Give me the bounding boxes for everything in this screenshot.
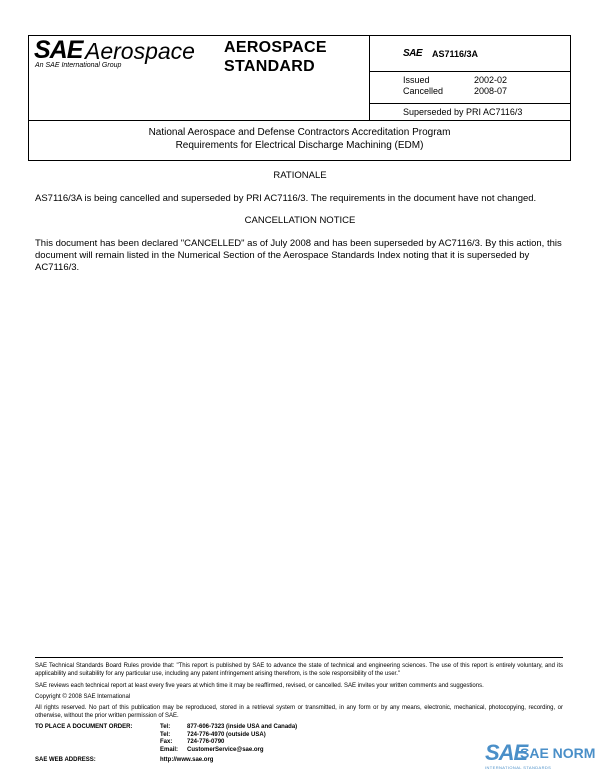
contact-key: Email: [160, 746, 179, 753]
email-link[interactable]: CustomerService@sae.org [187, 746, 264, 753]
issued-label: Issued [403, 75, 430, 85]
contact-key: Fax: [160, 739, 173, 746]
document-number: AS7116/3A [432, 49, 479, 59]
contact-table [160, 724, 297, 754]
aerospace-logo-text: Aerospace [85, 38, 195, 64]
review-text: SAE reviews each technical report at least every five years at which time it may be reaffirmed, revised, or cancelled. SAE invites your written comments and suggestions. [35, 683, 484, 689]
watermark-subtext: INTERNATIONAL STANDARDS [485, 765, 552, 770]
contact-row [160, 739, 297, 747]
document-type-title [224, 38, 327, 76]
contact-row [160, 747, 297, 755]
watermark-text: SAE NORM [520, 745, 596, 761]
superseded-by: Superseded by PRI AC7116/3 [403, 107, 523, 117]
issued-date: 2002-02 [474, 75, 508, 85]
rights-text: All rights reserved. No part of this publication may be reproduced, stored in a retrieval system or transmitted, in any form or by any means, electronic, mechanical, photocopying, recording, or otherwise, without the prior written permission of SAE. [35, 705, 563, 719]
header-divider [369, 71, 571, 72]
web-address-link[interactable]: http://www.sae.org [160, 757, 214, 763]
title-line-2: STANDARD [224, 58, 315, 75]
header-divider [369, 103, 571, 104]
contact-value: 724-776-4970 (outside USA) [187, 731, 266, 738]
footer-divider [35, 657, 563, 658]
header-divider [369, 35, 370, 121]
copyright-text: Copyright © 2008 SAE International [35, 694, 131, 700]
contact-row [160, 732, 297, 740]
contact-value: 877-606-7323 (inside USA and Canada) [187, 724, 298, 730]
logo-subtitle: An SAE International Group [35, 62, 122, 69]
order-label: TO PLACE A DOCUMENT ORDER: [35, 724, 133, 730]
document-subject [28, 126, 571, 152]
web-address-label: SAE WEB ADDRESS: [35, 757, 96, 763]
cancellation-notice-text: This document has been declared "CANCELLED" as of July 2008 and has been superseded by AC7116/3. By this action, this document will remain listed in the Numerical Section of the Aerospace Standards Index noting that it is superseded by AC7116/3. [35, 238, 562, 273]
board-rules-text: SAE Technical Standards Board Rules provide that: "This report is published by SAE to advance the state of technical and engineering sciences. The use of this report is entirely voluntary, and its applicability and suitability for any particular use, including any patent infringement arising therefrom, is the sole responsibility of the user." [35, 663, 563, 677]
watermark-logo: SAE [485, 740, 528, 765]
subject-line-1: National Aerospace and Defense Contractors Accreditation Program [148, 127, 451, 138]
contact-key: Tel: [160, 731, 171, 738]
subject-line-2: Requirements for Electrical Discharge Machining (EDM) [175, 140, 424, 151]
cancellation-notice-heading: CANCELLATION NOTICE [244, 215, 356, 226]
rationale-heading: RATIONALE [273, 170, 327, 181]
sae-mark: SAE [403, 48, 423, 59]
rationale-text: AS7116/3A is being cancelled and superseded by PRI AC7116/3. The requirements in the document have not changed. [35, 193, 537, 204]
title-line-1: AEROSPACE [224, 39, 327, 56]
contact-key: Tel: [160, 724, 171, 730]
sae-logo: SAE [34, 36, 83, 64]
cancelled-date: 2008-07 [474, 86, 508, 96]
cancelled-label: Cancelled [403, 86, 444, 96]
contact-row [160, 724, 297, 732]
contact-value: 724-776-0790 [187, 739, 225, 746]
